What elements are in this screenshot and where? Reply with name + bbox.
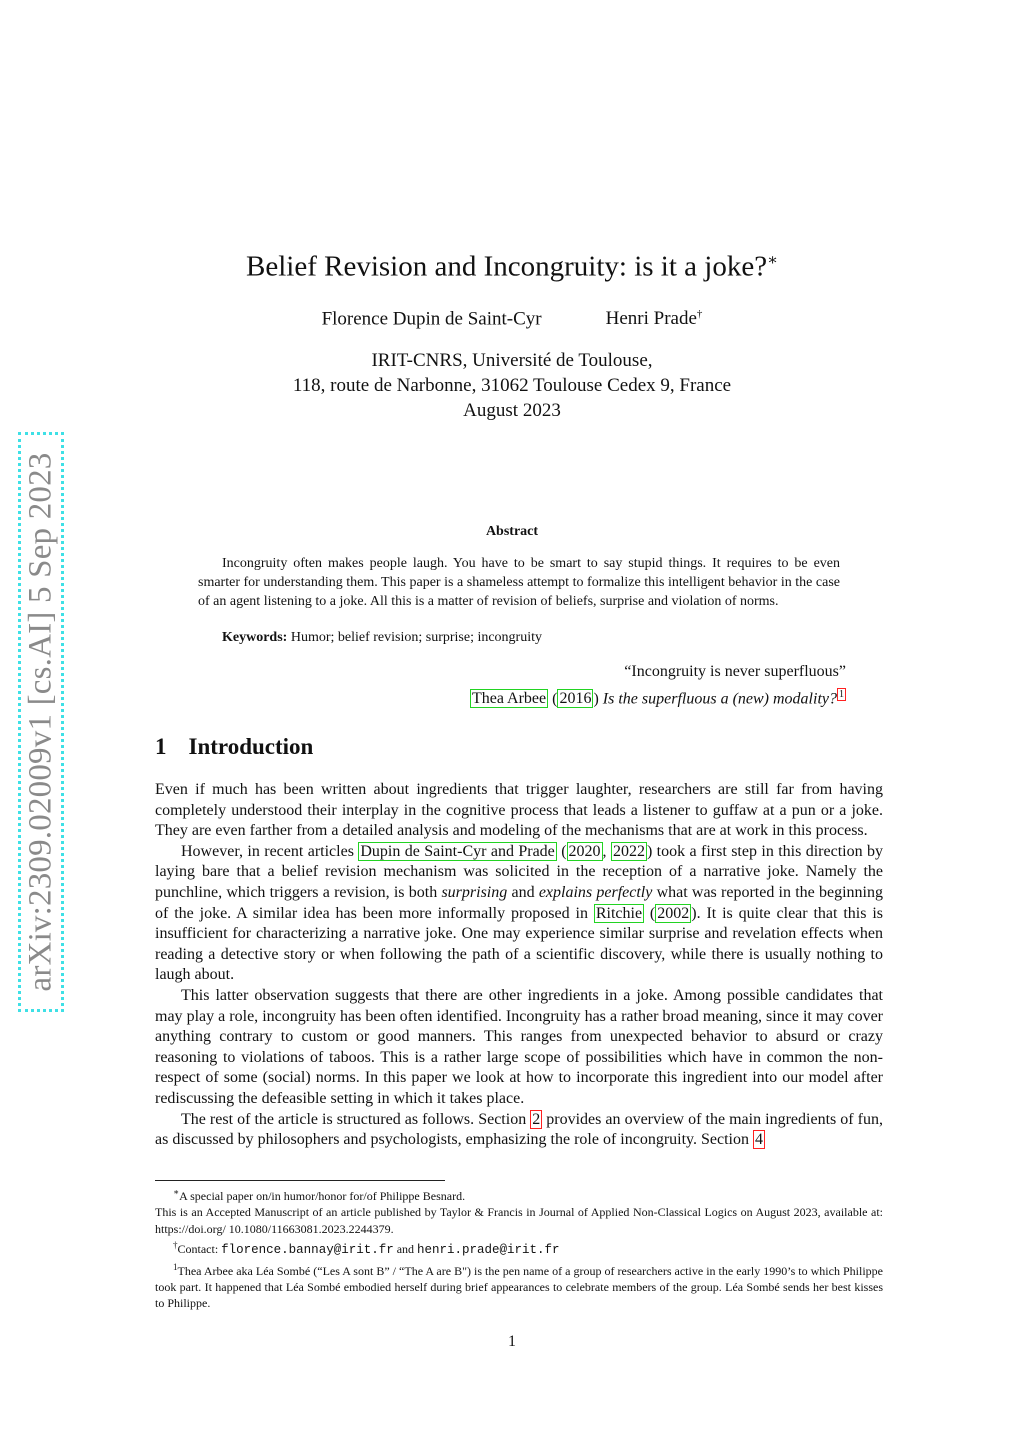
footnote-manuscript: This is an Accepted Manuscript of an article published by Taylor & Francis in Journal of Applied Non-Classical Logics on August 2023, available at: https://doi.org/ 10.1080/11663081.2023.2244379. [155,1205,883,1236]
text-run: ) took a first step in this direction by laying bare that a belief revision mechanism was solicited in the reception of a narrative joke. Namely the punchline, which triggers a revision, is both [155,842,884,901]
email-florence[interactable]: florence.bannay@irit.fr [221,1243,394,1258]
keywords-label: Keywords: [222,630,288,645]
section-4-ref-link[interactable]: 4 [754,1131,763,1149]
paragraph-2: However, in recent articles Dupin de Saint-Cyr and Prade ( 2020 , 2022 ) took a first step in this direction by laying bare that a belief revision mechanism was solicited in the reception of a narrative joke. Namely the punchline, which triggers a revision, is both surprising and explains perfectly what was reported in the beginning of the joke. A similar idea has been more informally proposed in Ritchie ( 2002 ). It is quite clear that this is insufficient for characterizing a narrative joke. One may experience similar surprise and revelation effects when reading a detective story or when following the path of a scientific discovery, while there is usually nothing to laugh about. [155,842,884,984]
title-text: Belief Revision and Incongruity: is it a joke? [246,250,768,283]
title-footnote-mark[interactable]: ∗ [767,252,778,269]
section-2-ref-link[interactable]: 2 [532,1110,541,1128]
email-henri[interactable]: henri.prade@irit.fr [417,1243,560,1258]
keywords [222,630,542,646]
emphasis-explains-perfectly: explains perfectly [538,883,653,901]
epigraph-work: Is the superfluous a (new) modality? [602,690,837,708]
footnote-dagger [155,1237,883,1258]
epigraph-author-link[interactable]: Thea Arbee [471,690,547,708]
epigraph-year-link[interactable]: 2016 [559,690,592,708]
contact-label: Contact: [177,1242,222,1257]
abstract-text: Incongruity often makes people laugh. You have to be smart to say stupid things. It requires to be even smarter for understanding them. This paper is a shameless attempt to formalize this intelligent behavior in the case of an agent listening to a joke. All this is a matter of revision of beliefs, surprise and violation of norms. [198,556,840,609]
footnote-dagger-mark: † [173,1240,178,1251]
text-run: The rest of the article is structured as follows. Section [181,1110,531,1128]
section-heading [155,734,313,760]
footnote-star-mark: ∗ [173,1187,180,1197]
epigraph-source: Thea Arbee ( 2016 ) Is the superfluous a (new) modality? $^1$ [471,689,844,708]
footnote-star [155,1184,883,1204]
footnotes [155,1184,883,1312]
citation-ritchie-link[interactable]: Ritchie [595,904,643,922]
footnote-1-mark: 1 [173,1261,178,1272]
text-run: what was reported in the beginning of the joke. A similar idea has been more informally proposed in [155,883,883,922]
footnote-1-link[interactable]: 1 [839,689,844,700]
epigraph [470,660,846,710]
affiliation [0,348,1024,423]
author-list [0,308,1024,330]
citation-year-2020-link[interactable]: 2020 [568,842,601,860]
arxiv-stamp[interactable] [18,432,64,1012]
text-run: and [393,1242,418,1257]
footnote-1-text: Thea Arbee aka Léa Sombé (“Les A sont B” / “The A are B") is the pen name of a group of researchers active in the early 1990’s to which Philippe took part. It happened that Léa Sombé embodied herself during brief appearances to celebrate members of the group. Léa Sombé sends her best kisses to Philippe. [155,1263,883,1311]
arxiv-identifier: arXiv:2309.02009v1 [cs.AI] 5 Sep 2023 [22,452,59,992]
keywords-list: Humor; belief revision; surprise; incongruity [290,630,543,645]
epigraph-quote: “Incongruity is never superfluous” [624,663,846,680]
text-run: and [507,883,539,901]
text-run: provides an overview of the main ingredients of fun, as discussed by philosophers and psychologists, emphasizing the role of incongruity. Section [155,1110,883,1149]
affiliation-line-1: IRIT-CNRS, Université de Toulouse, [371,350,653,371]
text-run: ). It is quite clear that this is insufficient for characterizing a narrative joke. One may experience similar surprise and revelation effects when reading a detective story or when following the path of a scientific discovery, while there is usually nothing to laugh about. [155,904,884,984]
author-2: Henri Prade [605,308,697,330]
footnote-star-text: A special paper on/in humor/honor for/of Philippe Besnard. [179,1189,466,1203]
author-1: Florence Dupin de Saint-Cyr [321,308,542,330]
paragraph-1: Even if much has been written about ingredients that trigger laughter, researchers are still far from having completely understood their interplay in the cognitive process that leads a listener to guffaw at a pun or a joke. They are even farther from a detailed analysis and modeling of the mechanisms that are at work in this process. [155,781,883,840]
paragraph-3: This latter observation suggests that there are other ingredients in a joke. Among possible candidates that may play a role, incongruity has been often identified. Incongruity has a rather broad meaning, since it may cover anything contrary to custom or good manners. This ranges from unexpected behavior to absurd or crazy reasoning to violations of taboos. This is a rather large scope of possibilities which have in common the non-respect of some (social) norms. In this paper we look at how to incorporate this ingredient into our model after rediscussing the defeasible setting in which it takes place. [155,986,883,1107]
affiliation-line-2: 118, route de Narbonne, 31062 Toulouse Cedex 9, France [292,375,732,396]
section-title: Introduction [188,734,314,759]
footnote-1 [155,1259,883,1312]
emphasis-surprising: surprising [441,883,508,901]
section-number: 1 [155,734,167,759]
citation-dupin-prade-link[interactable]: Dupin de Saint-Cyr and Prade [360,842,555,860]
citation-year-2022-link[interactable]: 2022 [612,842,645,860]
paper-date: August 2023 [463,400,561,421]
abstract-body [198,554,840,611]
footnote-divider [155,1180,445,1181]
citation-year-2002-link[interactable]: 2002 [657,904,690,922]
abstract-heading: Abstract [485,524,539,539]
author-2-footnote-mark[interactable]: † [696,308,703,320]
page-number: 1 [508,1333,516,1350]
text-run: However, in recent articles [181,842,359,860]
paper-title [0,250,1024,284]
paragraph-4 [155,1110,883,1151]
body-text [155,780,883,1151]
